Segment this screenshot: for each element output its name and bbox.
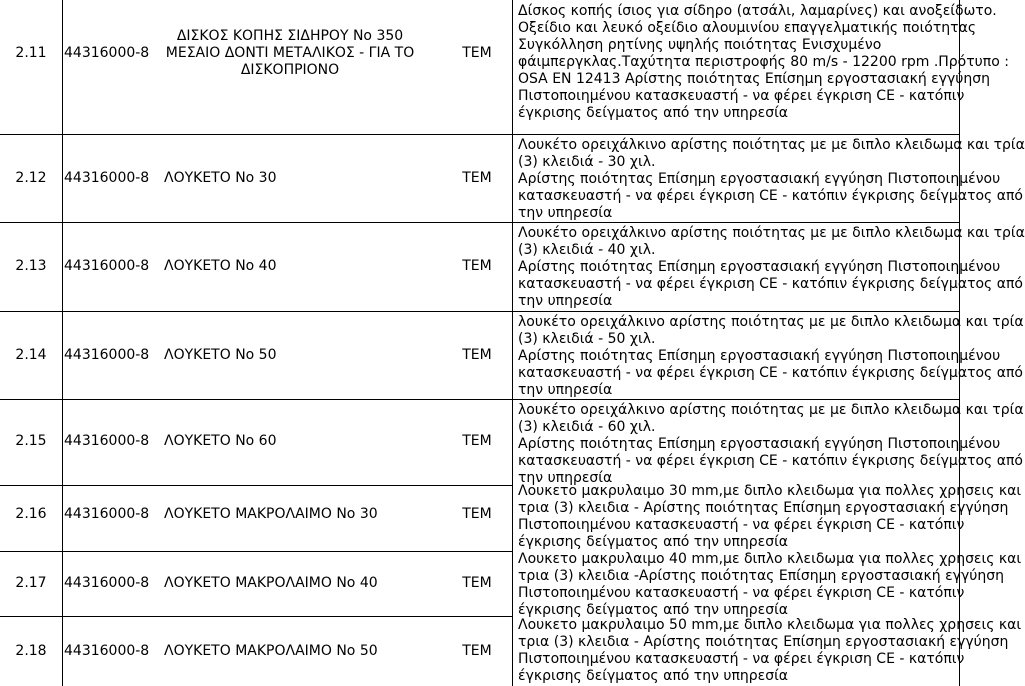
unit-of-measure: ΤΕΜ bbox=[462, 433, 492, 449]
description-line: Πιστοποιημένου κατασκευαστή - να φέρει έγκριση CE - κατόπιν bbox=[518, 517, 965, 533]
row-number: 2.17 bbox=[15, 575, 47, 591]
item-name bbox=[160, 28, 420, 79]
item-description bbox=[518, 314, 1024, 399]
description-line: Δίσκος κοπής ίσιος για σίδηρο (ατσάλι, λαμαρίνες) και ανοξείδωτο. bbox=[518, 3, 997, 19]
item-description bbox=[518, 551, 1022, 619]
item-description bbox=[518, 402, 1024, 487]
row-number: 2.12 bbox=[15, 170, 47, 186]
item-name bbox=[164, 506, 378, 523]
item-name-line: ΛΟΥΚΕΤΟ Νο 40 bbox=[164, 258, 277, 274]
item-name-line: ΛΟΥΚΕΤΟ ΜΑΚΡΟΛΑΙΜΟ Νο 40 bbox=[164, 575, 378, 591]
row-number: 2.15 bbox=[15, 433, 47, 449]
row-number: 2.13 bbox=[15, 258, 47, 274]
row-number: 2.11 bbox=[15, 45, 47, 61]
description-line: έγκρισης δείγματος από την υπηρεσία bbox=[518, 534, 789, 550]
cpv-code: 44316000-8 bbox=[64, 433, 150, 449]
description-line: κατασκευαστή - να φέρει έγκριση CE - κατόπιν έγκρισης δείγματος από bbox=[518, 453, 1023, 469]
description-line: Λουκετο μακρυλαιμο 30 mm,με διπλο κλειδωμα για πολλες χρησεις και bbox=[518, 483, 1022, 499]
unit-of-measure: ΤΕΜ bbox=[462, 506, 492, 522]
description-line: έγκρισης δείγματος από την υπηρεσία bbox=[518, 668, 789, 684]
row-number: 2.16 bbox=[15, 506, 47, 522]
description-line: φάιμπεργκλας.Ταχύτητα περιστροφής 80 m/s - 12200 rpm .Πρότυπο : bbox=[518, 54, 1009, 70]
row-number: 2.18 bbox=[15, 643, 47, 659]
item-description bbox=[518, 137, 1025, 222]
description-line: λουκέτο ορειχάλκινο αρίστης ποιότητας με με διπλο κλειδωμα και τρία bbox=[518, 314, 1024, 330]
description-line: Αρίστης ποιότητας Επίσημη εργοστασιακή εγγύηση Πιστοποιημένου bbox=[518, 171, 1001, 187]
item-name-line: ΛΟΥΚΕΤΟ Νο 60 bbox=[164, 433, 277, 449]
item-name bbox=[164, 433, 277, 450]
description-line: κατασκευαστή - να φέρει έγκριση CE - κατόπιν έγκρισης δείγματος από bbox=[518, 276, 1023, 292]
description-line: κατασκευαστή - να φέρει έγκριση CE - κατόπιν έγκρισης δείγματος από bbox=[518, 188, 1023, 204]
item-name bbox=[164, 347, 277, 364]
description-line: Πιστοποιημένου κατασκευαστή - να φέρει έγκριση CE - κατόπιν bbox=[518, 88, 965, 104]
description-line: Αρίστης ποιότητας Επίσημη εργοστασιακή εγγύηση Πιστοποιημένου bbox=[518, 436, 1001, 452]
column-divider bbox=[512, 0, 513, 686]
description-line: Πιστοποιημένου κατασκευαστή - να φέρει έγκριση CE - κατόπιν bbox=[518, 651, 965, 667]
description-line: Λουκετο μακρυλαιμο 40 mm,με διπλο κλειδωμα για πολλες χρησεις και bbox=[518, 551, 1022, 567]
description-line: Πιστοποιημένου κατασκευαστή - να φέρει έγκριση CE - κατόπιν bbox=[518, 585, 965, 601]
description-line: έγκρισης δείγματος από την υπηρεσία bbox=[518, 105, 789, 121]
row-number: 2.14 bbox=[15, 347, 47, 363]
unit-of-measure: ΤΕΜ bbox=[462, 643, 492, 659]
unit-of-measure: ΤΕΜ bbox=[462, 575, 492, 591]
description-line: την υπηρεσία bbox=[518, 293, 613, 309]
row-divider bbox=[0, 399, 960, 400]
description-line: τρια (3) κλειδια - Αρίστης ποιότητας Επίσημη εργοστασιακή εγγύηση bbox=[518, 500, 1009, 516]
item-name bbox=[164, 575, 378, 592]
description-line: κατασκευαστή - να φέρει έγκριση CE - κατόπιν έγκρισης δείγματος από bbox=[518, 365, 1023, 381]
unit-of-measure: ΤΕΜ bbox=[462, 347, 492, 363]
item-name-line: ΛΟΥΚΕΤΟ ΜΑΚΡΟΛΑΙΜΟ Νο 30 bbox=[164, 506, 378, 522]
item-name-line: ΛΟΥΚΕΤΟ Νο 30 bbox=[164, 170, 277, 186]
item-name bbox=[164, 170, 277, 187]
item-name-line: ΔΙΣΚΟΠΡΙΟΝΟ bbox=[240, 62, 340, 78]
cpv-code: 44316000-8 bbox=[64, 45, 150, 61]
item-name-line: ΜΕΣΑΙΟ ΔΟΝΤΙ ΜΕΤΑΛΙΚΟΣ - ΓΙΑ ΤΟ bbox=[165, 45, 415, 61]
item-name-line: ΛΟΥΚΕΤΟ ΜΑΚΡΟΛΑΙΜΟ Νο 50 bbox=[164, 643, 378, 659]
description-line: (3) κλειδιά - 40 χιλ. bbox=[518, 242, 656, 258]
column-divider bbox=[62, 0, 63, 686]
description-line: (3) κλειδιά - 30 χιλ. bbox=[518, 154, 656, 170]
cpv-code: 44316000-8 bbox=[64, 643, 150, 659]
item-name bbox=[164, 258, 277, 275]
description-line: την υπηρεσία bbox=[518, 205, 613, 221]
row-divider bbox=[0, 311, 960, 312]
unit-of-measure: ΤΕΜ bbox=[462, 45, 492, 61]
description-line: την υπηρεσία bbox=[518, 382, 613, 398]
item-description bbox=[518, 617, 1022, 685]
description-line: έγκρισης δείγματος από την υπηρεσία bbox=[518, 602, 789, 618]
cpv-code: 44316000-8 bbox=[64, 170, 150, 186]
cpv-code: 44316000-8 bbox=[64, 258, 150, 274]
description-line: Λουκέτο ορειχάλκινο αρίστης ποιότητας με με διπλο κλειδωμα και τρία bbox=[518, 137, 1025, 153]
item-name bbox=[164, 643, 378, 660]
description-line: Λουκέτο ορειχάλκινο αρίστης ποιότητας με με διπλο κλειδωμα και τρία bbox=[518, 225, 1025, 241]
description-line: (3) κλειδιά - 50 χιλ. bbox=[518, 331, 656, 347]
cpv-code: 44316000-8 bbox=[64, 506, 150, 522]
description-line: τρια (3) κλειδια -Αρίστης ποιότητας Επίσημη εργοστασιακή εγγύηση bbox=[518, 568, 1004, 584]
row-divider bbox=[0, 616, 512, 617]
description-line: την υπηρεσία bbox=[518, 470, 613, 486]
description-line: λουκέτο ορειχάλκινο αρίστης ποιότητας με με διπλο κλειδωμα και τρία bbox=[518, 402, 1024, 418]
unit-of-measure: ΤΕΜ bbox=[462, 170, 492, 186]
description-line: Λουκετο μακρυλαιμο 50 mm,με διπλο κλειδωμα για πολλες χρησεις και bbox=[518, 617, 1022, 633]
description-line: Οξείδιο και λευκό οξείδιο αλουμινίου επαγγελματικής ποιότητας bbox=[518, 20, 977, 36]
item-description bbox=[518, 225, 1025, 310]
row-divider bbox=[0, 485, 512, 486]
description-line: Αρίστης ποιότητας Επίσημη εργοστασιακή εγγύηση Πιστοποιημένου bbox=[518, 259, 1001, 275]
description-line: OSA EN 12413 Αρίστης ποιότητας Επίσημη εργοστασιακή εγγύηση bbox=[518, 71, 991, 87]
item-description bbox=[518, 3, 1009, 122]
item-name-line: ΛΟΥΚΕΤΟ Νο 50 bbox=[164, 347, 277, 363]
row-divider bbox=[0, 134, 960, 135]
row-divider bbox=[0, 551, 512, 552]
description-line: Συγκόλληση ρητίνης υψηλής ποιότητας Ενισχυμένο bbox=[518, 37, 882, 53]
cpv-code: 44316000-8 bbox=[64, 347, 150, 363]
item-description bbox=[518, 483, 1022, 551]
row-divider bbox=[0, 222, 960, 223]
unit-of-measure: ΤΕΜ bbox=[462, 258, 492, 274]
item-name-line: ΔΙΣΚΟΣ ΚΟΠΗΣ ΣΙΔΗΡΟΥ Νο 350 bbox=[176, 28, 404, 44]
cpv-code: 44316000-8 bbox=[64, 575, 150, 591]
description-line: τρια (3) κλειδια - Αρίστης ποιότητας Επίσημη εργοστασιακή εγγύηση bbox=[518, 634, 1009, 650]
description-line: (3) κλειδιά - 60 χιλ. bbox=[518, 419, 656, 435]
description-line: Αρίστης ποιότητας Επίσημη εργοστασιακή εγγύηση Πιστοποιημένου bbox=[518, 348, 1001, 364]
